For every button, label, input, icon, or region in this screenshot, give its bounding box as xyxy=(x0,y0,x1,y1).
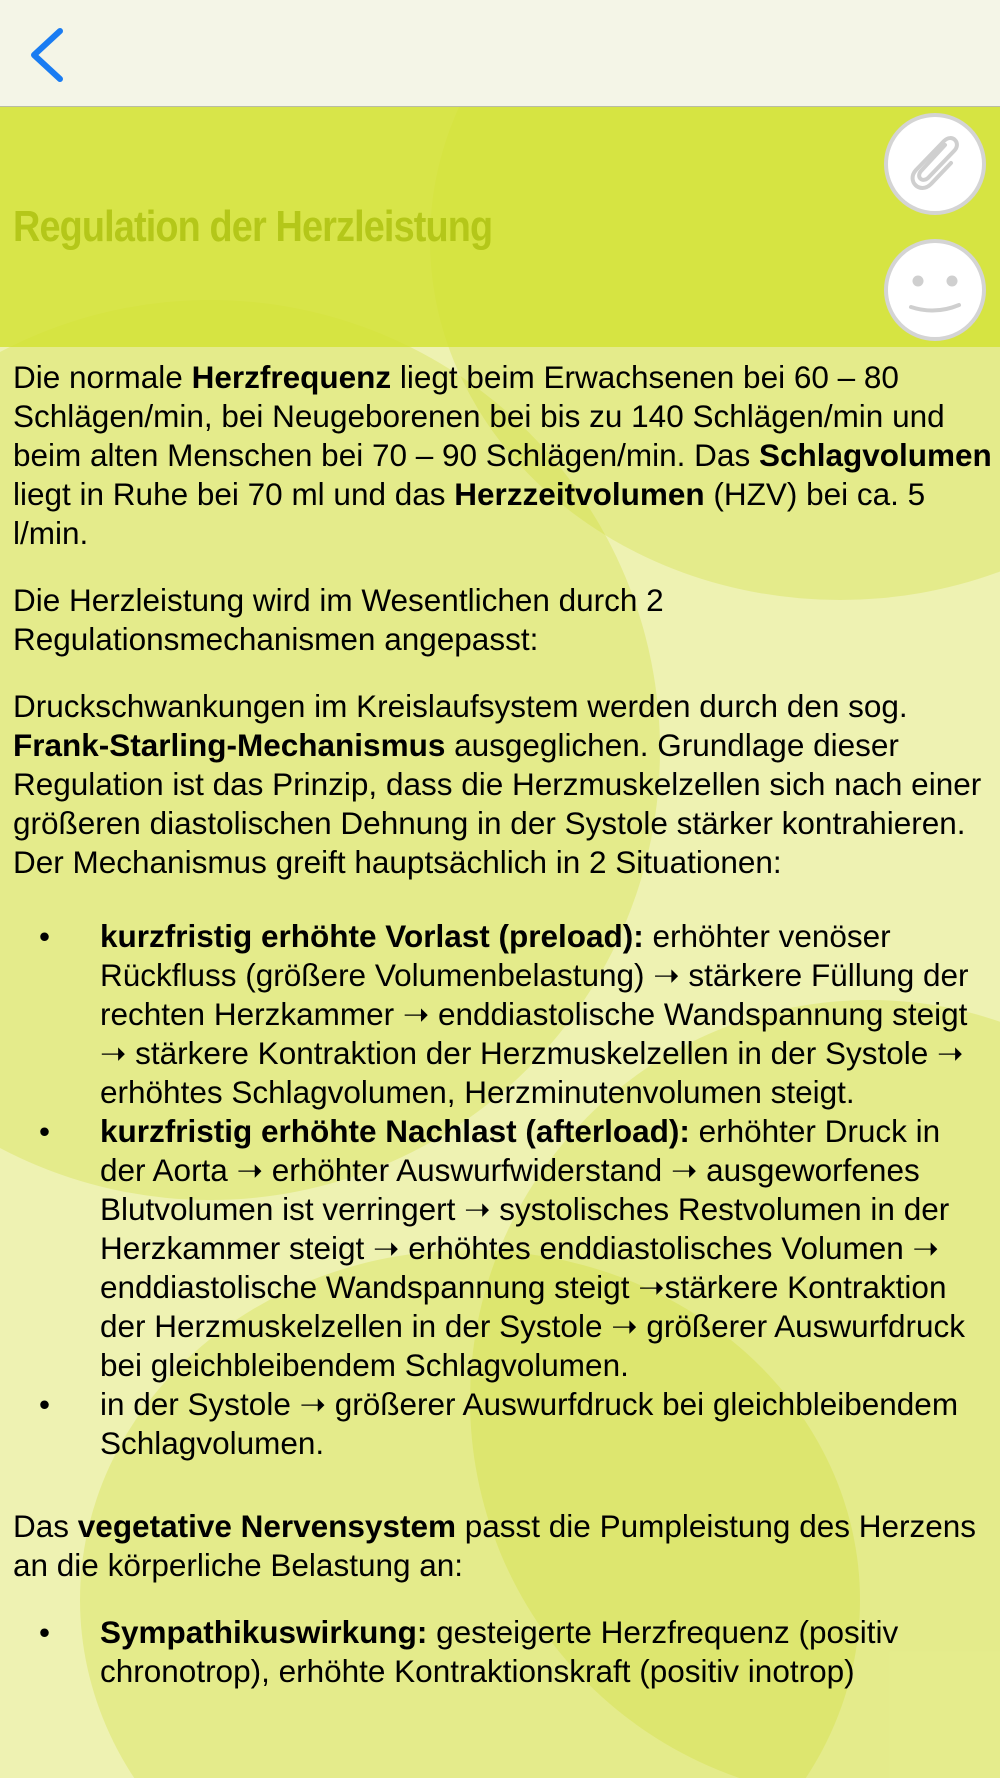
back-button[interactable] xyxy=(24,26,72,84)
text-run: Das xyxy=(13,1508,78,1544)
text-run: liegt in Ruhe bei 70 ml und das xyxy=(13,476,455,512)
attach-button[interactable] xyxy=(884,113,986,215)
paragraph-regulation: Die Herzleistung wird im Wesentlichen durch 2 Regulationsmechanismen angepasst: xyxy=(13,582,664,657)
text-run: ausgeglichen. Grundlage dieser Regulation ist das Prinzip, dass die Herzmuskelzellen sich nach einer größeren diastolischen Dehnung in der Systole stärker kontrahieren. Der Mechanismus greift hauptsächlich in 2 Situationen: xyxy=(13,727,982,880)
feedback-button[interactable] xyxy=(884,239,986,341)
bullet: • xyxy=(39,918,51,954)
bullet: • xyxy=(39,1113,51,1149)
list-item-text: erhöhter venöser Rückfluss (größere Volumenbelastung) ➝ stärkere Füllung der rechten Herzkammer ➝ enddiastolische Wandspannung steigt ➝ stärkere Kontraktion der Herzmuskelzellen in der Systole ➝ erhöhtes Schlagvolumen, Herzminutenvolumen steigt. xyxy=(100,918,969,1110)
nervous-system-list xyxy=(13,1613,993,1691)
bullet: • xyxy=(39,1386,51,1422)
list-item-term: kurzfristig erhöhte Vorlast (preload): xyxy=(100,918,644,954)
text-run: Die normale xyxy=(13,359,192,395)
list-item-text: in der Systole ➝ größerer Auswurfdruck bei gleichbleibendem Schlagvolumen. xyxy=(100,1386,959,1461)
list-item xyxy=(13,1385,993,1463)
bullet: • xyxy=(39,1614,51,1650)
text-run: (HZV) bei ca. 5 l/min. xyxy=(13,476,926,551)
text-run: passt die Pumpleistung des Herzens an die körperliche Belastung an: xyxy=(13,1508,977,1583)
chevron-left-icon xyxy=(24,26,72,84)
term-vegetative-nervensystem: vegetative Nervensystem xyxy=(77,1508,456,1544)
paragraph-heart-rate xyxy=(13,358,993,553)
paperclip-icon xyxy=(888,117,982,211)
navigation-bar xyxy=(0,0,1000,107)
list-item xyxy=(13,1112,993,1385)
list-item-term: Sympathikuswirkung: xyxy=(100,1614,428,1650)
paragraph-nervous-system xyxy=(13,1507,993,1585)
list-item-text: erhöhter Druck in der Aorta ➝ erhöhter Auswurfwiderstand ➝ ausgeworfenes Blutvolumen ist verringert ➝ systolisches Restvolumen in der Herzkammer steigt ➝ erhöhtes enddiastolisches Volumen ➝ enddiastolische Wandspannung steigt ➝stärkere Kontraktion der Herzmuskelzellen in der Systole ➝ größerer Auswurfdruck bei gleichbleibendem Schlagvolumen. xyxy=(100,1113,965,1383)
term-frank-starling: Frank-Starling-Mechanismus xyxy=(13,727,446,763)
text-run: liegt beim Erwachsenen bei 60 – 80 Schlägen/min, bei Neugeborenen bei bis zu 140 Schlägen/min und beim alten Menschen bei 70 – 90 Schlägen/min. Das xyxy=(13,359,945,473)
article-content xyxy=(13,358,993,1719)
page-title: Regulation der Herzleistung xyxy=(13,202,493,251)
term-schlagvolumen: Schlagvolumen xyxy=(758,437,992,473)
list-item-term: kurzfristig erhöhte Nachlast (afterload): xyxy=(100,1113,690,1149)
smiley-icon xyxy=(888,243,982,337)
list-item xyxy=(13,1613,993,1691)
paragraph-frank-starling xyxy=(13,687,993,882)
term-herzzeitvolumen: Herzzeitvolumen xyxy=(454,476,705,512)
text-run: Druckschwankungen im Kreislaufsystem werden durch den sog. xyxy=(13,688,908,724)
situations-list xyxy=(13,917,993,1463)
list-item-text: gesteigerte Herzfrequenz (positiv chronotrop), erhöhte Kontraktionskraft (positiv inotrop) xyxy=(100,1614,899,1689)
term-herzfrequenz: Herzfrequenz xyxy=(191,359,392,395)
list-item xyxy=(13,917,993,1112)
